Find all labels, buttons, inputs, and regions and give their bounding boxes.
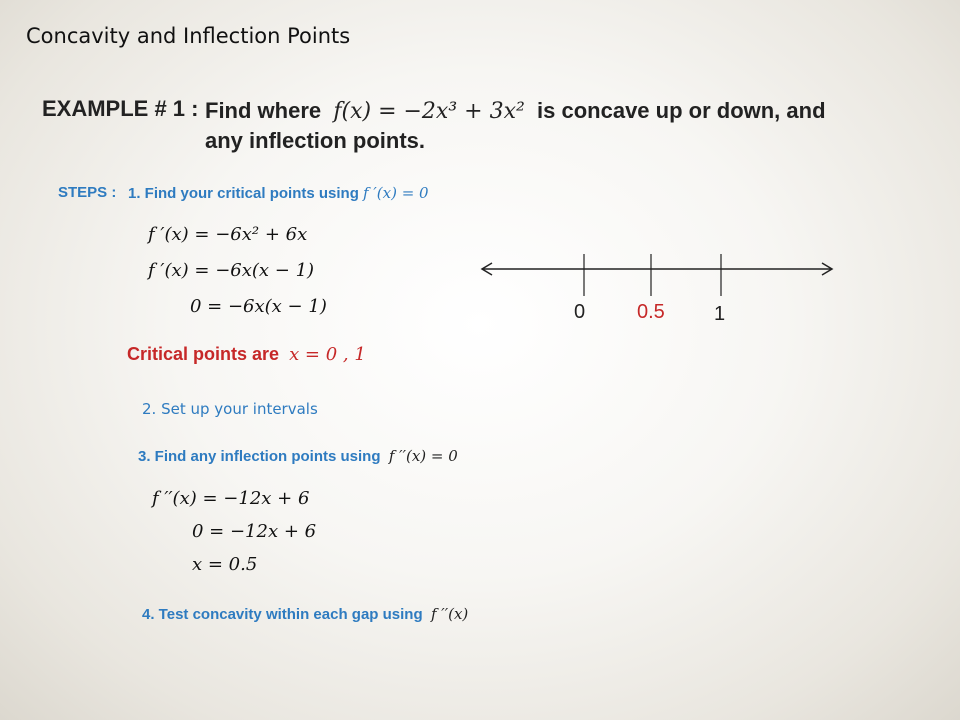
number-line-label-0: 0 [574,301,586,323]
step4-text [142,605,468,623]
step4-math: f ′′(x) [430,605,469,623]
step3-equation-3: x = 0.5 [192,554,258,575]
example-function: f(x) = −2x³ + 3x² [333,99,525,124]
example-line2: any inflection points. [205,128,426,153]
example-label: EXAMPLE # 1 : [42,96,199,121]
step1-label: 1. Find your critical points using [128,185,359,202]
critical-points-value: x = 0 , 1 [289,344,366,365]
step3-label: 3. Find any inflection points using [138,448,381,465]
number-line-label-1: 1 [714,303,726,325]
step3-math: f ′′(x) = 0 [388,447,458,465]
number-line-axis [482,263,832,275]
step3-equation-1: f ′′(x) = −12x + 6 [152,488,310,509]
step1-equation-3: 0 = −6x(x − 1) [190,296,327,317]
example-text-after: is concave up or down, and [537,98,826,123]
step3-text [138,447,458,465]
step2-text: 2. Set up your intervals [142,400,318,418]
steps-label: STEPS : [58,184,117,201]
step1-equation-1: f ′(x) = −6x² + 6x [148,224,308,245]
slide-title: Concavity and Inflection Points [26,24,351,48]
step3-equation-2: 0 = −12x + 6 [192,521,317,542]
step4-label: 4. Test concavity within each gap using [142,606,423,623]
step1-equation-2: f ′(x) = −6x(x − 1) [148,260,315,281]
critical-points-line [127,344,366,365]
example-text-before: Find where [205,98,322,123]
number-line [470,238,850,328]
critical-points-text: Critical points are [127,344,280,364]
step1-text [128,184,429,202]
step1-math: f ′(x) = 0 [363,184,429,202]
example-statement [205,96,826,155]
number-line-label-0-5: 0.5 [637,301,665,323]
